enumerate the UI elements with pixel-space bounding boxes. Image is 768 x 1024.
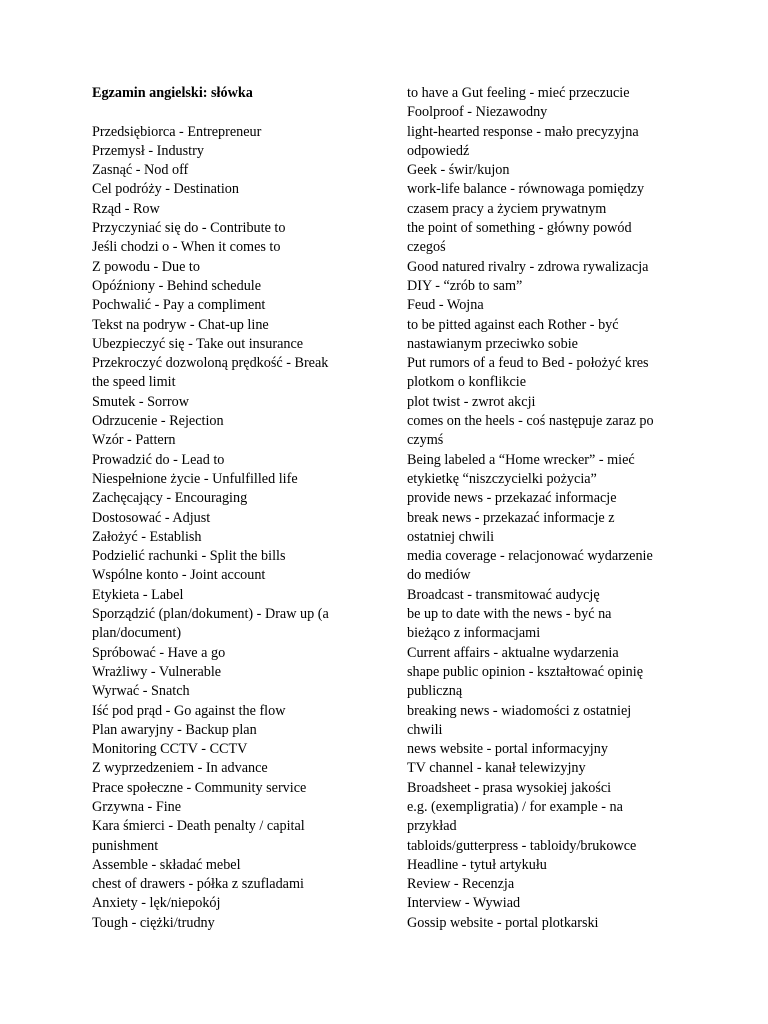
vocab-line: tabloids/gutterpress - tabloidy/brukowce [407,837,637,854]
vocab-line: publiczną [407,683,463,700]
vocab-line: Tekst na podryw - Chat-up line [92,316,269,333]
vocab-line: Zachęcający - Encouraging [92,490,248,507]
vocab-line: Założyć - Establish [92,528,202,545]
vocab-line: Zasnąć - Nod off [92,162,189,179]
vocab-line: Prace społeczne - Community service [92,779,307,796]
vocab-line: Current affairs - aktualne wydarzenia [407,644,619,661]
document-title: Egzamin angielski: słówka [92,85,253,101]
vocab-line: Plan awaryjny - Backup plan [92,721,257,738]
vocab-line: Foolproof - Niezawodny [407,104,548,121]
vocab-line: Jeśli chodzi o - When it comes to [92,239,281,256]
vocab-line: Rząd - Row [92,200,160,217]
vocab-line: media coverage - relacjonować wydarzenie [407,548,653,565]
vocab-line: Grzywna - Fine [92,798,182,815]
right-vocabulary-list [407,84,679,933]
vocab-line: punishment [92,837,159,854]
left-vocabulary-list [92,123,370,933]
vocab-line: news website - portal informacyjny [407,741,608,758]
vocab-line: Sporządzić (plan/dokument) - Draw up (a [92,606,329,623]
vocab-line: bieżąco z informacjami [407,625,541,642]
vocab-line: comes on the heels - coś następuje zaraz po [407,413,654,430]
vocab-line: e.g. (exempligratia) / for example - na [407,798,623,815]
vocab-line: Smutek - Sorrow [92,393,189,410]
vocab-line: Przyczyniać się do - Contribute to [92,220,286,237]
vocab-line: chest of drawers - półka z szufladami [92,876,304,893]
vocab-line: Geek - świr/kujon [407,162,510,179]
vocab-line: TV channel - kanał telewizyjny [407,760,586,777]
vocab-line: Podzielić rachunki - Split the bills [92,548,286,565]
vocab-line: Prowadzić do - Lead to [92,451,225,468]
vocab-line: Good natured rivalry - zdrowa rywalizacja [407,258,649,275]
vocab-line: DIY - “zrób to sam” [407,277,523,294]
vocab-line: shape public opinion - kształtować opinię [407,663,644,680]
vocab-line: provide news - przekazać informacje [407,490,617,507]
vocab-line: Przemysł - Industry [92,142,204,159]
vocab-line: Tough - ciężki/trudny [92,914,215,931]
vocab-line: break news - przekazać informacje z [407,509,615,526]
vocab-line: Broadcast - transmitować audycję [407,586,600,603]
vocab-line: Interview - Wywiad [407,895,521,912]
vocab-line: Cel podróży - Destination [92,181,239,198]
vocab-line: Wrażliwy - Vulnerable [92,663,222,680]
vocab-line: Przekroczyć dozwoloną prędkość - Break [92,355,329,372]
vocab-line: Spróbować - Have a go [92,644,226,661]
vocab-line: Przedsiębiorca - Entrepreneur [92,123,262,140]
vocab-line: to have a Gut feeling - mieć przeczucie [407,85,630,101]
vocab-line: czegoś [407,239,446,256]
right-column [407,84,679,933]
vocab-line: nastawianym przeciwko sobie [407,335,578,352]
vocab-line: the point of something - główny powód [407,220,632,237]
vocab-line: chwili [407,721,443,738]
vocab-line: Wyrwać - Snatch [92,683,190,700]
vocab-line: plotkom o konflikcie [407,374,527,391]
vocab-line: Dostosować - Adjust [92,509,211,526]
vocab-line: plot twist - zwrot akcji [407,393,536,410]
vocab-line: Wzór - Pattern [92,432,176,449]
vocab-line: Niespełnione życie - Unfulfilled life [92,470,298,487]
vocab-line: plan/document) [92,625,182,642]
vocab-line: Z wyprzedzeniem - In advance [92,760,268,777]
vocab-line: Gossip website - portal plotkarski [407,914,599,931]
vocab-line: Opóźniony - Behind schedule [92,277,262,294]
vocab-line: Anxiety - lęk/niepokój [92,895,221,912]
vocab-line: Feud - Wojna [407,297,484,314]
vocab-line: Wspólne konto - Joint account [92,567,266,584]
vocab-line: Monitoring CCTV - CCTV [92,741,248,758]
vocab-line: czymś [407,432,444,449]
vocab-line: Iść pod prąd - Go against the flow [92,702,286,719]
vocab-line: breaking news - wiadomości z ostatniej [407,702,632,719]
vocab-line: Put rumors of a feud to Bed - położyć kres [407,355,649,372]
vocab-line: Z powodu - Due to [92,258,200,275]
vocab-line: Being labeled a “Home wrecker” - mieć [407,451,635,468]
vocab-line: Etykieta - Label [92,586,184,603]
vocab-line: to be pitted against each Rother - być [407,316,619,333]
vocab-line: Kara śmierci - Death penalty / capital [92,818,305,835]
vocab-line: odpowiedź [407,142,470,159]
vocab-line: light-hearted response - mało precyzyjna [407,123,639,140]
vocab-line: the speed limit [92,374,176,391]
title-spacer [92,103,370,122]
left-column [92,84,370,933]
vocab-line: ostatniej chwili [407,528,495,545]
vocab-line: be up to date with the news - być na [407,606,612,623]
vocab-line: etykietkę “niszczycielki pożycia” [407,470,597,487]
vocab-line: work-life balance - równowaga pomiędzy [407,181,645,198]
vocab-line: Ubezpieczyć się - Take out insurance [92,335,304,352]
vocab-line: przykład [407,818,457,835]
vocab-line: czasem pracy a życiem prywatnym [407,200,607,217]
vocab-line: do mediów [407,567,471,584]
vocab-line: Assemble - składać mebel [92,856,241,873]
vocab-line: Pochwalić - Pay a compliment [92,297,266,314]
vocab-line: Odrzucenie - Rejection [92,413,224,430]
vocab-line: Review - Recenzja [407,876,515,893]
vocab-line: Broadsheet - prasa wysokiej jakości [407,779,612,796]
vocab-line: Headline - tytuł artykułu [407,856,547,873]
